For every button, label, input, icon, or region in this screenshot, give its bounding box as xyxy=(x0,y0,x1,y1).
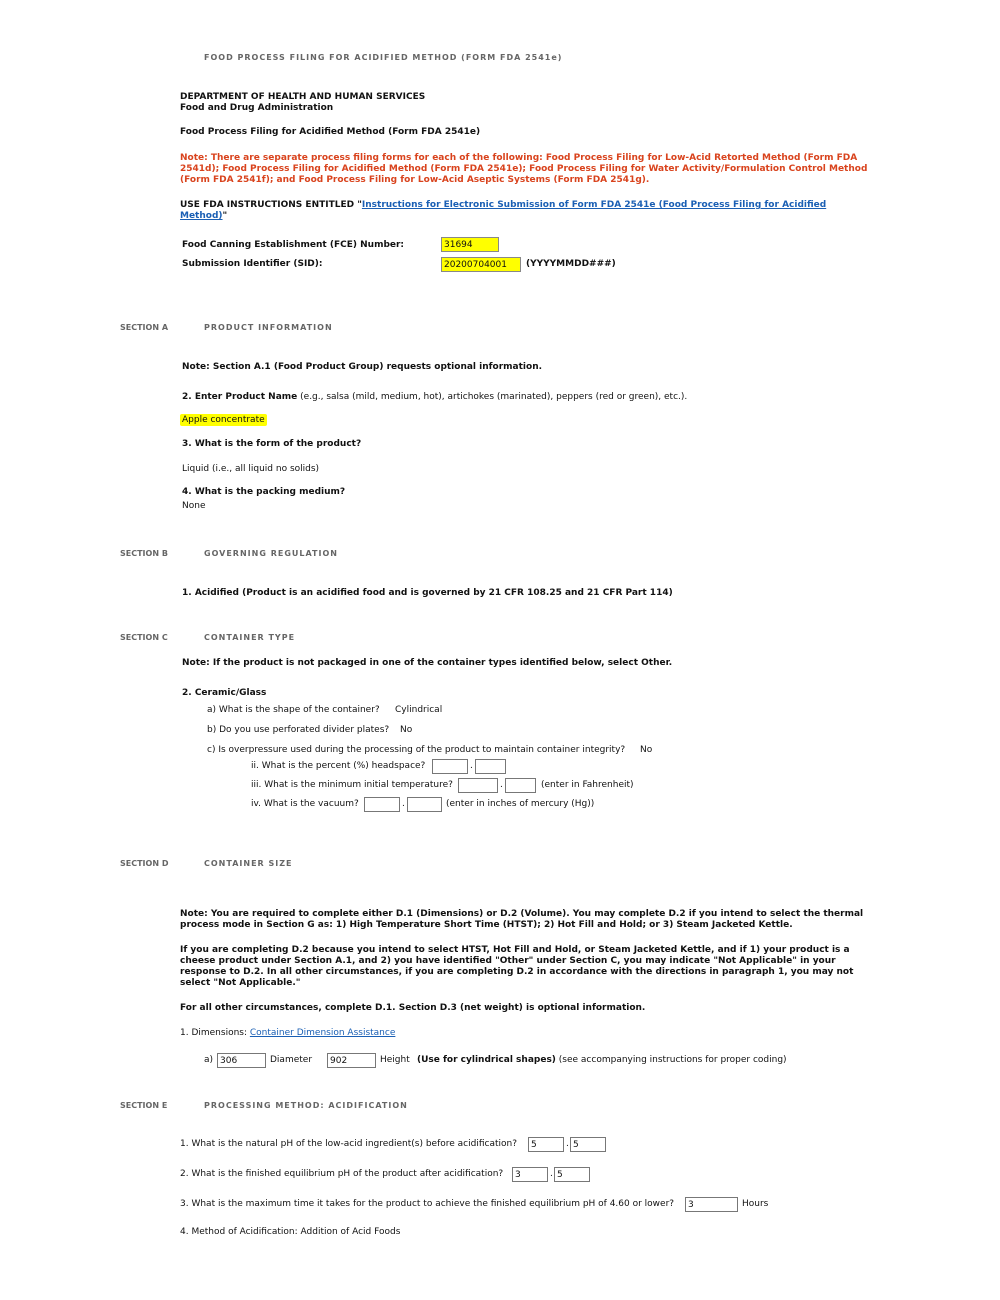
height-field[interactable]: 902 xyxy=(327,1053,376,1068)
max-time-unit: Hours xyxy=(742,1199,769,1209)
dimensions-line xyxy=(180,1028,395,1038)
section-d-note-1: Note: You are required to complete either D.1 (Dimensions) or D.2 (Volume). You may complete D.2 if you intend to select the thermal process mode in Section G as: 1) High Temperature Short Time (HTST); 2) Hot Fill and Hold; or 3) Steam Jacketed Kettle. xyxy=(180,909,864,930)
section-c-title: CONTAINER TYPE xyxy=(204,633,296,642)
page-header: FOOD PROCESS FILING FOR ACIDIFIED METHOD (FORM FDA 2541e) xyxy=(204,53,563,62)
product-form-question: 3. What is the form of the product? xyxy=(182,439,362,449)
separate-forms-note: Note: There are separate process filing forms for each of the following: Food Process Filing for Low-Acid Retorted Method (Form FDA 2541d); Food Process Filing for Acidified Method (Form FDA 2541e); Food Process Filing for Water Activity/Formulation Control Method (Form FDA 2541f); and Food Process Filing for Low-Acid Aseptic Systems (Form FDA 2541g). xyxy=(180,153,868,185)
product-form-answer: Liquid (i.e., all liquid no solids) xyxy=(182,464,320,474)
vacuum-int-field[interactable] xyxy=(364,797,400,812)
product-name-answer xyxy=(180,415,267,425)
vacuum-unit: (enter in inches of mercury (Hg)) xyxy=(446,799,595,809)
product-name-question-rest: (e.g., salsa (mild, medium, hot), artichokes (marinated), peppers (red or green), etc.). xyxy=(297,392,688,402)
equilibrium-ph-dec-field[interactable]: 5 xyxy=(554,1167,590,1182)
product-name-question xyxy=(182,392,687,402)
dimension-a-label: a) xyxy=(204,1055,214,1065)
instructions-prefix: USE FDA INSTRUCTIONS ENTITLED " xyxy=(180,200,362,210)
natural-ph-int-field[interactable]: 5 xyxy=(528,1137,564,1152)
section-e-tag: SECTION E xyxy=(120,1101,168,1110)
sid-field[interactable]: 20200704001 xyxy=(441,257,521,272)
agency-name: Food and Drug Administration xyxy=(180,103,334,113)
headspace-dec-field[interactable] xyxy=(475,759,506,774)
divider-plates-question: b) Do you use perforated divider plates? xyxy=(207,725,390,735)
natural-ph-decimal-point: . xyxy=(566,1139,569,1149)
section-d-note-3: For all other circumstances, complete D.1. Section D.3 (net weight) is optional information. xyxy=(180,1003,646,1013)
governing-regulation-item: 1. Acidified (Product is an acidified food and is governed by 21 CFR 108.25 and 21 CFR Part 114) xyxy=(182,588,673,598)
container-shape-answer: Cylindrical xyxy=(395,705,443,715)
vacuum-decimal-point: . xyxy=(402,799,405,809)
equilibrium-ph-question: 2. What is the finished equilibrium pH of the product after acidification? xyxy=(180,1169,504,1179)
cylindrical-note-rest: (see accompanying instructions for proper coding) xyxy=(555,1055,787,1065)
equilibrium-ph-int-field[interactable]: 3 xyxy=(512,1167,548,1182)
headspace-question: ii. What is the percent (%) headspace? xyxy=(251,761,426,771)
section-c-note: Note: If the product is not packaged in one of the container types identified below, select Other. xyxy=(182,658,673,668)
packing-medium-question: 4. What is the packing medium? xyxy=(182,487,346,497)
initial-temp-decimal-point: . xyxy=(500,780,503,790)
overpressure-question: c) Is overpressure used during the processing of the product to maintain container integrity? xyxy=(207,745,626,755)
headspace-int-field[interactable] xyxy=(432,759,468,774)
sid-format: (YYYYMMDD###) xyxy=(526,259,616,269)
instructions-line xyxy=(180,200,870,222)
initial-temp-dec-field[interactable] xyxy=(505,778,536,793)
initial-temp-int-field[interactable] xyxy=(458,778,498,793)
container-dimension-assistance-link[interactable]: Container Dimension Assistance xyxy=(249,1028,396,1038)
fce-number-field[interactable]: 31694 xyxy=(441,237,499,252)
instructions-suffix: " xyxy=(222,211,228,221)
height-label: Height xyxy=(380,1055,410,1065)
product-name-value: Apple concentrate xyxy=(182,415,265,425)
section-d-title: CONTAINER SIZE xyxy=(204,859,293,868)
section-d-note-2: If you are completing D.2 because you intend to select HTST, Hot Fill and Hold, or Steam Jacketed Kettle, and if 1) your product is a cheese product under Section A.1, and 2) you have identified "Other" under Section C, you may indicate "Not Applicable" in your response to D.2. In all other circumstances, if you are completing D.2 in accordance with the directions in paragraph 1, you may not select "Not Applicable." xyxy=(180,945,854,988)
initial-temp-unit: (enter in Fahrenheit) xyxy=(541,780,634,790)
form-title: Food Process Filing for Acidified Method (Form FDA 2541e) xyxy=(180,127,481,137)
divider-plates-answer: No xyxy=(400,725,413,735)
section-a-title: PRODUCT INFORMATION xyxy=(204,323,333,332)
initial-temp-question: iii. What is the minimum initial temperature? xyxy=(251,780,453,790)
section-b-title: GOVERNING REGULATION xyxy=(204,549,338,558)
section-a-tag: SECTION A xyxy=(120,323,169,332)
section-e-title: PROCESSING METHOD: ACIDIFICATION xyxy=(204,1101,408,1110)
container-shape-question: a) What is the shape of the container? xyxy=(207,705,380,715)
section-c-tag: SECTION C xyxy=(120,633,168,642)
product-name-question-bold: 2. Enter Product Name xyxy=(182,392,298,402)
headspace-decimal-point: . xyxy=(470,761,473,771)
max-time-field[interactable]: 3 xyxy=(685,1197,738,1212)
section-b-tag: SECTION B xyxy=(120,549,168,558)
natural-ph-question: 1. What is the natural pH of the low-acid ingredient(s) before acidification? xyxy=(180,1139,517,1149)
fce-label: Food Canning Establishment (FCE) Number: xyxy=(182,240,405,250)
section-d-tag: SECTION D xyxy=(120,859,169,868)
overpressure-answer: No xyxy=(640,745,653,755)
cylindrical-note-bold: (Use for cylindrical shapes) xyxy=(417,1055,556,1065)
vacuum-dec-field[interactable] xyxy=(407,797,442,812)
diameter-label: Diameter xyxy=(270,1055,313,1065)
diameter-field[interactable]: 306 xyxy=(217,1053,266,1068)
dimensions-label: 1. Dimensions: xyxy=(180,1028,250,1038)
instructions-link[interactable]: Instructions for Electronic Submission of Form FDA 2541e (Food Process Filing for Acidified Method) xyxy=(180,200,827,221)
equilibrium-ph-decimal-point: . xyxy=(550,1169,553,1179)
cylindrical-note xyxy=(417,1055,787,1065)
container-type: 2. Ceramic/Glass xyxy=(182,688,267,698)
max-time-question: 3. What is the maximum time it takes for the product to achieve the finished equilibrium pH of 4.60 or lower? xyxy=(180,1199,675,1209)
vacuum-question: iv. What is the vacuum? xyxy=(251,799,359,809)
department-name: DEPARTMENT OF HEALTH AND HUMAN SERVICES xyxy=(180,92,426,102)
natural-ph-dec-field[interactable]: 5 xyxy=(570,1137,606,1152)
sid-label: Submission Identifier (SID): xyxy=(182,259,323,269)
section-a-note: Note: Section A.1 (Food Product Group) requests optional information. xyxy=(182,362,543,372)
acidification-method: 4. Method of Acidification: Addition of Acid Foods xyxy=(180,1227,401,1237)
packing-medium-answer: None xyxy=(182,501,206,511)
